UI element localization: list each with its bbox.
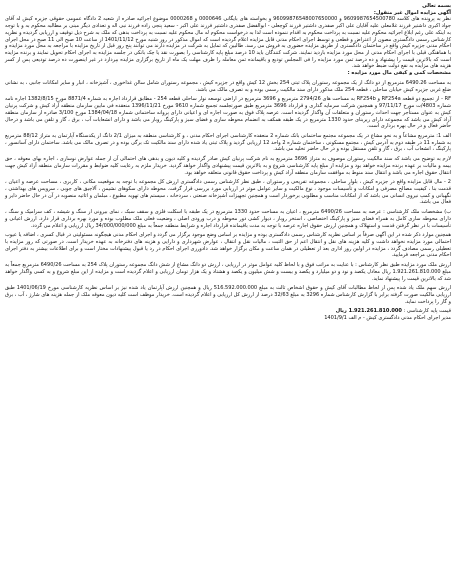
base-price-label: قیمت پایه کارشناسی : xyxy=(403,308,451,315)
paragraph-6: ب) مشخصات ملک کارشناسی : عرصه به مساحت 6490/26 مترمربع ، اعیان به مساحت حدود 1330 مترمربع در یک طبقه با اسکلت فلزی و سقف سبک ، نمای بیرونی از سنگ و شیشه ، کف سرامیک و سنگ ، دارای محوطه سازی کامل به همراه فضای سبز و پارکینگ اختصاصی ، استخر روباز ، دیوار کشی دور محوطه و درب ورودی اصلی ، وضعیت فعلی ملک مطلوب بوده و مورد بهره برداری قرار دارد. ارزش اعیانی و تأسیسات با در نظر گرفتن قدمت و استهلاک و همچنین ارزش حقوق اجاره عرصه با توجه به مدت باقیمانده قرارداد اجاره و شرایط منطقه جمعاً به مبلغ 34/000/000/000 ریال ارزیابی و اعلام می گردد. xyxy=(5,209,452,229)
notice-intro: نظر به پرونده های کلاسه 9609987654500780 و 96099876548007650000 و بخواسته های بایگانی 0000646 و 0000268 موضوع اجرائیه صادره از شعبه 2 دادگاه عمومی حقوقی جزیره کیش له آقای جواد اکبری داشتیر فرزند غلامعلی علیه آقایان علی اکبر صفدری داشتیر فرزند کوچعلی - ابوالفضل صفدری داشتیر فرزند علی اکبر - سعید پنجی زاده فرزند نبی اله و تعدادی دیگر مبنی بر مطالبه محکوم به و با توجه به اینکه علی رغم ابلاغ اجرائیه محکوم علیه نسبت به پرداخت محکوم به اقدام ننموده است لذا به درخواست محکوم له مال محکوم علیه نسبت به پرداخت بدهی که ملک به شرح ذیل توقیف و ارزیابی گردیده و نظریه کارشناس رسمی دادگستری مصون از اعتراض و قطعی و توسط اجرای احکام مدنی قابل مزایده اعلام گردیده است که اموال مذکور در روز شنبه مورخ 1401/11/12 از ساعت 10 صبح الی 11 صبح در محل اجرای احکام مدنی جزیره کیش واقع در ساختمان دادگستری از طریق مزایده حضوری به فروش می رسد. طالبین که تمایل به شرکت در مزایده دارند می توانند پنج روز قبل از تاریخ مزایده با مراجعه به محل مورد مزایده و با هماهنگی قبلی با اجرای احکام مدنی از محل مورد مزایده بازدید نمایند. شرکت کنندگان باید 10 درصد مبلغ پایه کارشناسی را بصورت نقد یا چک بانکی در جلسه مزایده به اجرای احکام تحویل نمایند و برنده مزایده است که بالاترین قیمت را پیشنهاد و ده درصد ثمن مورد مزایده را فی المجلس تودیع و باقیمانده ثمن معامله را ظرف مهلت یک ماه از تاریخ برگزاری مزایده بپردازد در غیر اینصورت ده درصد تودیعی پس از کسر هزینه های مزایده به نفع دولت ضبط خواهد شد. xyxy=(5,16,451,70)
paragraph-1: به مساحت 6490.26 مترمربع از دو دانگ از یک مجموعه رستوران پلاک ثبتی 254 بخش 12 کیش واقع در جزیره کیش ، مجموعه رستوران شامل سالن غذاخوری ، آشپزخانه ، انبار و سایر امکانات جانبی ، به نشانی ضلع غربی جزیره کیش خیابان ساحلی ، قطعه 254 ملک مذکور دارای سند مالکیت رسمی بوده و به تصرف مالک می باشد. xyxy=(5,79,452,93)
paragraph-7: همچنین موارد ذکر شده در این آگهی صرفاً بر اساس نظریه کارشناس رسمی دادگستری بوده و مزایده بر اساس وضع موجود برگزار می گردد و اجرای احکام مدنی هیچگونه مسئولیتی در قبال کسری ، اضافه یا عیوب احتمالی مورد مزایده نخواهد داشت و کلیه هزینه های نقل و انتقال اعم از حق الثبت ، مالیات نقل و انتقال ، عوارض شهرداری و دارایی و هزینه های دفترخانه به عهده خریدار است. در صورتی که روز مزایده با تعطیلی رسمی مصادف گردد ، مزایده در اولین روز اداری بعد از تعطیلی در همان ساعت و مکان برگزار خواهد شد. دادورزی اجرای احکام در رد یا قبول پیشنهادات مختار است و برای اطلاعات بیشتر به دفتر اجرای احکام مدنی مراجعه فرمایید. xyxy=(5,232,451,259)
closing-signature: مدیر اجرای احکام مدنی دادگستری کیش - م الف 1401/9/1 xyxy=(324,315,451,322)
paragraph-9: ارزش سهم ملک یاد شده پس از لحاظ مطالبات آقای کیش و حقوق اشخاص ثالث به مبلغ 516.592.000.000 ریال و همچنین ارزش آپارتمان یاد شده نیز بر اساس نظریه کارشناسی مورخ 1401/06/19 طبق ارزیابی مالکیت صورت گرفته برابر با گزارش کارشناس شماره 3296 به مبلغ 32/63 درصد از ارزش کل ارزیابی و اعلام گردیده است. خریدار موظف است کلیه دیون معوقه ملک از جمله هزینه های شارژ ، آب ، برق و گاز را پرداخت نماید. xyxy=(5,285,452,305)
paragraph-3: الف 1: مترمربع مشاعاً و به نحو مشاع در یک مجموعه مجتمع ساختمانی بانک شماره 2 منعقده کارشناسی اجرای احکام مدنی ، و کارشناسی منطقه به میزان 2/1 دانگ از یکدستگاه آپارتمان به متراژ 88/12 مترمربع به شماره 11 در طبقه دوم به آدرس کیش ، مجتمع مسکونی ، ساختمان شماره 2 واحد 12 ارزیابی گردید و پلاک ثبتی یاد شده دارای سند مالکیت تک برگی بوده و در تصرف مالک می باشد. ساختمان دارای آسانسور ، پارکینگ ، انشعاب آب ، برق ، گاز و تلفن مستقل بوده و در حال حاضر تخلیه می باشد. xyxy=(5,132,451,153)
paragraph-2: RF - از تجمیع دو قطعه RF254a و RF254b به مساحت های 2794/26 مترمربع و 3696 مترمربع در اراضی توسعه نوار ساحلی قطعه 254 - مطابق قرارداد اجاره به شماره 8871/4 مورخ 1382/8/15 اجاره نامه شماره 4803/ت مورخ 97/11/17 و همچنین شرکت سرمایه گذاری و قرارداد 3696 مترمربع طبق صورتجلسه تجمیع شماره 9610 مورخ 1396/11/21 منعقده فی مابین سازمان منطقه آزاد کیش و شرکت پرنیان کیش به عنوان مستأجر جهت احداث رستوران و متعلقات آن واگذار گردیده است. عرصه پلاک فوق به صورت اجاره ای و اعیانی دارای پروانه ساختمانی شماره 1384/04/18 مورخ 3/100 صادره از سازمان منطقه آزاد کیش می باشد که مجموعه دارای زیربنای حدود 1330 مترمربع در یک طبقه همکف به انضمام محوطه سازی و فضای سبز و پارکینگ روباز می باشد و دارای انشعابات آب ، برق ، گاز و تلفن می باشد و درحال حاضر فعال و در حال بهره برداری است. xyxy=(5,96,452,130)
notice-title: آگهی مزایده اموال غیر منقول: xyxy=(373,9,451,16)
base-price-value: 1.921.261.810.000 ریال xyxy=(335,308,402,315)
paragraph-8: ارزش ملک مورد مزایده طبق نظر کارشناس : با عنایت به مراتب فوق و با لحاظ کلیه عوامل موثر در ارزیابی ، ارزش دو دانگ مشاع از شش دانگ مجموعه رستوران پلاک 254 به مساحت 6490/26 مترمربع جمعاً به مبلغ 1.921.261.810.000 ریال معادل یکصد و نود و دو میلیارد و یکصد و بیست و شش میلیون و یکصد و هشتاد و یک هزار تومان ارزیابی و اعلام گردیده است و مزایده از این مبلغ شروع و به کسی واگذار خواهد شد که بالاترین قیمت را پیشنهاد نماید. xyxy=(5,262,452,282)
paragraph-4: لازم به توضیح می باشد که سند مالکیت رستوران موصوف به متراژ 3696 مترمربع به نام شرکت پرنیان کیش صادر گردیده و کلیه دیون و بدهی های احتمالی آن از جمله عوارض نوسازی ، اجاره بهای معوقه ، حق بیمه و مالیات بر عهده برنده مزایده خواهد بود و مزایده از مبلغ پایه کارشناسی شروع و به بالاترین قیمت پیشنهادی واگذار خواهد گردید. خریدار ملزم به رعایت کلیه ضوابط و مقررات سازمان منطقه آزاد کیش جهت انتقال حقوق اجاره می باشد و انتقال سند منوط به موافقت سازمان منطقه آزاد کیش و پرداخت حقوق قانونی متعلقه خواهد بود. xyxy=(5,156,451,176)
notice-header-basmala: بسمه تعالی xyxy=(422,3,451,9)
paragraph-5: 2 - مال قابل مزایده واقع در جزیره کیش ، بلوار ساحلی ، مجموعه تفریحی و رستوران ، طبق نظر کارشناس رسمی دادگستری ارزش کل مجموعه با توجه به موقعیت مکانی ، کاربری ، مساحت عرصه و اعیان ، قدمت بنا ، کیفیت مصالح مصرفی و امکانات و تأسیسات موجود ، نوع مالکیت و سایر عوامل موثر در ارزیابی مورد بررسی قرار گرفت. محوطه دارای سکوهای نشیمن ، آلاچیق های چوبی ، سرویس های بهداشتی ، نگهبانی و کمپ نیروی انسانی می باشد که از امکانات مناسب و مطلوبی برخوردار است و همچنین تجهیزات آشپزخانه صنعتی ، سردخانه ، سیستم های تهویه مطبوع ، مبلمان و اثاثیه منصوبه در آن در حال حاضر دایر و فعال می باشد. xyxy=(5,179,451,206)
section-title: مشخصات کمی و کیفی مال مورد مزایده : xyxy=(347,70,451,77)
